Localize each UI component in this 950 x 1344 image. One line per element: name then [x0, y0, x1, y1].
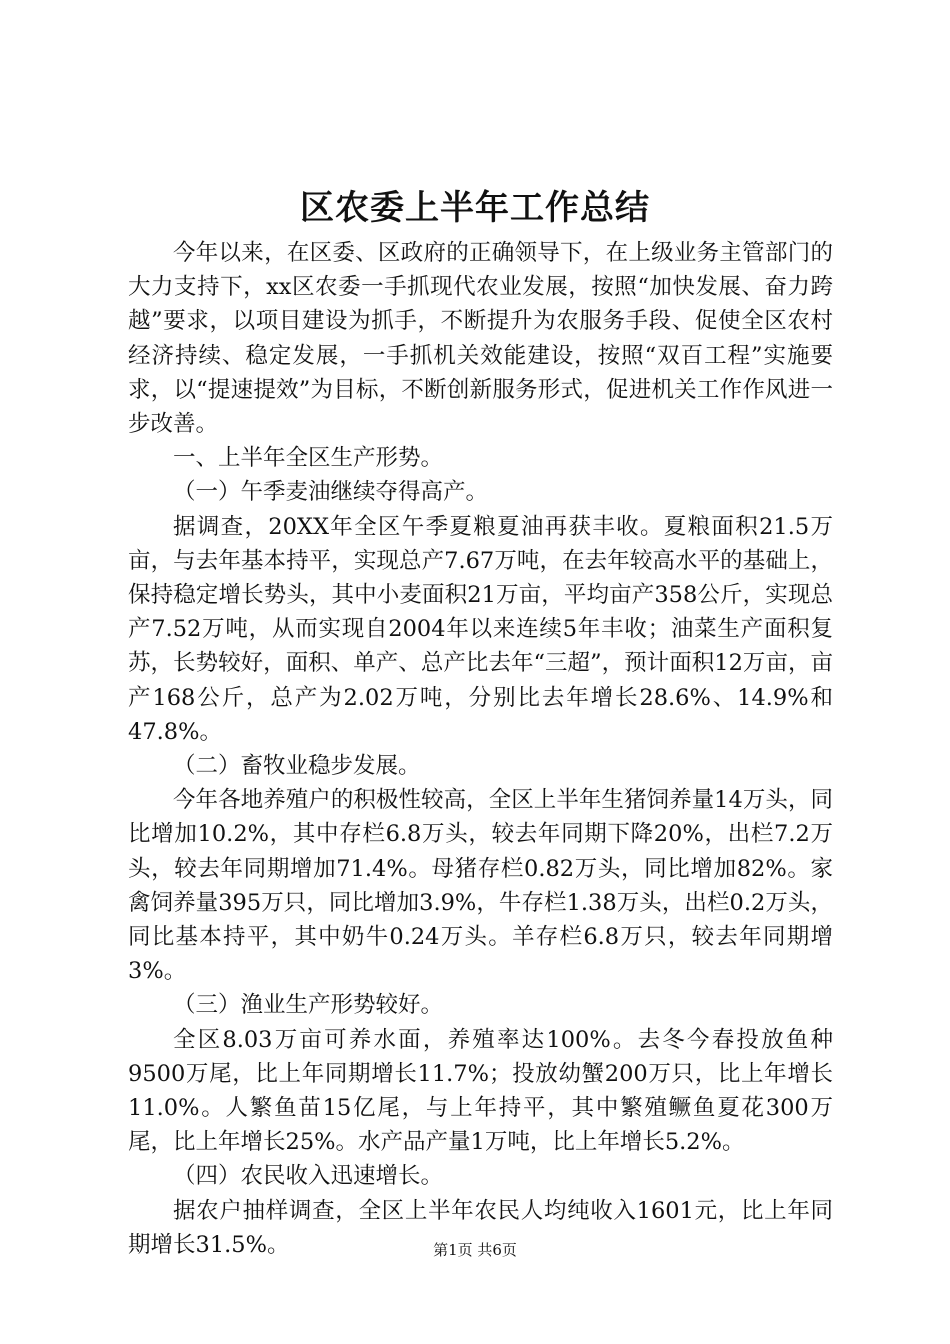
body-paragraph: 据农户抽样调查，全区上半年农民人均纯收入1601元，比上年同期增长31.5%。 — [128, 1197, 833, 1258]
body-paragraph: 据调查，20XX年全区午季夏粮夏油再获丰收。夏粮面积21.5万亩，与去年基本持平，实现总产7.67万吨，在去年较高水平的基础上，保持稳定增长势头，其中小麦面积21万亩，平均亩产358公斤，实现总产7.52万吨，从而实现自2004年以来连续5年丰收；油菜生产面积复苏，长势较好，面积、单产、总产比去年“三超”，预计面积12万亩，亩产168公斤，总产为2.02万吨，分别比去年增长28.6%、14.9%和47.8%。 — [128, 513, 833, 745]
subsection-heading: （三）渔业生产形势较好。 — [173, 992, 444, 1019]
subsection-heading: （四）农民收入迅速增长。 — [173, 1163, 444, 1190]
section-heading: 一、上半年全区生产形势。 — [173, 445, 444, 472]
body-paragraph: 今年各地养殖户的积极性较高，全区上半年生猪饲养量14万头，同比增加10.2%，其中存栏6.8万头，较去年同期下降20%，出栏7.2万头，较去年同期增加71.4%。母猪存栏0.82万头，同比增加82%。家禽饲养量395万只，同比增加3.9%，牛存栏1.38万头，出栏0.2万头，同比基本持平，其中奶牛0.24万头。羊存栏6.8万只，较去年同期增3%。 — [128, 787, 833, 985]
document-title: 区农委上半年工作总结 — [300, 188, 650, 228]
subsection-heading: （一）午季麦油继续夺得高产。 — [173, 479, 489, 506]
intro-paragraph: 今年以来，在区委、区政府的正确领导下，在上级业务主管部门的大力支持下，xx区农委一手抓现代农业发展，按照“加快发展、奋力跨越”要求，以项目建设为抓手，不断提升为农服务手段、促使全区农村经济持续、稳定发展，一手抓机关效能建设，按照“双百工程”实施要求，以“提速提效”为目标，不断创新服务形式，促进机关工作作风进一步改善。 — [128, 240, 833, 438]
subsection-heading: （二）畜牧业稳步发展。 — [173, 753, 421, 780]
body-paragraph: 全区8.03万亩可养水面，养殖率达100%。去冬今春投放鱼种9500万尾，比上年同期增长11.7%；投放幼蟹200万只，比上年增长11.0%。人繁鱼苗15亿尾，与上年持平，其中繁殖鳜鱼夏花300万尾，比上年增长25%。水产品产量1万吨，比上年增长5.2%。 — [128, 1026, 833, 1156]
document-body — [128, 236, 833, 1262]
page-footer: 第1页 共6页 — [433, 1241, 517, 1259]
